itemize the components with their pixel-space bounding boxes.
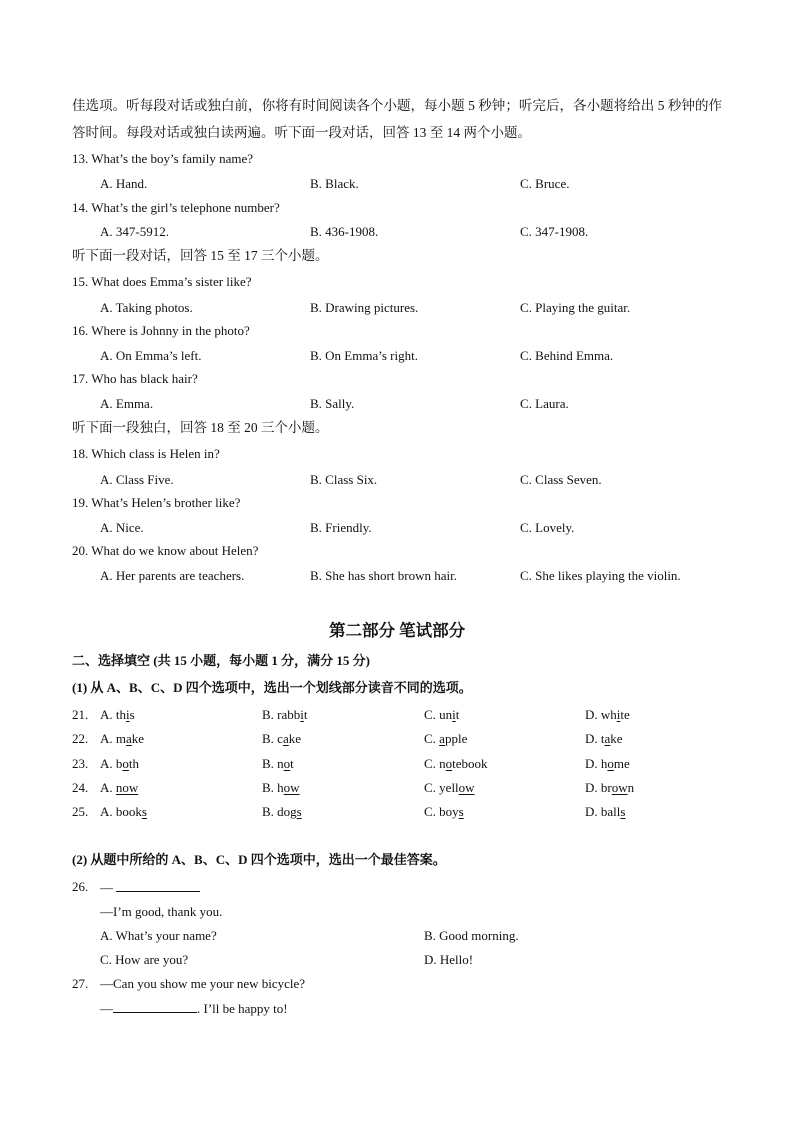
phonics-question-number: 23.: [72, 756, 89, 771]
q26-option-a: A. What’s your name?: [100, 928, 217, 943]
option-text: A. book: [100, 804, 142, 819]
q17-option-c: C. Laura.: [520, 396, 569, 411]
part-two-title: 第二部分 笔试部分: [328, 621, 466, 640]
underlined-sound: a: [604, 731, 611, 746]
phonics-option-d: [585, 731, 623, 747]
phonics-option-d: [585, 780, 634, 796]
option-text: B. rabb: [262, 707, 301, 722]
option-text: D. br: [585, 780, 612, 795]
option-text: A. th: [100, 707, 126, 722]
underlined-sound: a: [126, 731, 132, 746]
phonics-option-d: [585, 756, 630, 772]
option-text: D. h: [585, 756, 608, 771]
phonics-question-number: 22.: [72, 731, 89, 746]
option-text: D. t: [585, 731, 605, 746]
q14-option-a: A. 347-5912.: [100, 224, 169, 239]
phonics-question-number: 21.: [72, 707, 89, 722]
option-text: te: [620, 707, 630, 722]
phonics-option-a: [100, 731, 144, 747]
answer-blank: [113, 1000, 197, 1013]
listening-instructions: 佳选项。听每段对话或独白前，你将有时间阅读各个小题，每小题 5 秒钟；听完后，各小题将给出 5 秒钟的作答时间。每段对话或独白读两遍。听下面一段对话，回答 13 至 14 两个小题。: [72, 98, 722, 140]
option-text: C. n: [424, 756, 446, 771]
q19-option-a: A. Nice.: [100, 520, 144, 535]
q15-option-a: A. Taking photos.: [100, 300, 193, 315]
q18-option-c: C. Class Seven.: [520, 472, 602, 487]
q20-option-c: C. She likes playing the violin.: [520, 568, 681, 583]
question-19-stem: 19. What’s Helen’s brother like?: [72, 495, 241, 510]
option-text: ke: [610, 731, 623, 746]
underlined-sound: ow: [458, 780, 475, 795]
question-27-line1: —Can you show me your new bicycle?: [100, 976, 306, 991]
option-text: pple: [444, 731, 468, 746]
q18-option-b: B. Class Six.: [310, 472, 378, 487]
phonics-option-c: [424, 707, 459, 723]
question-26-line1: [100, 879, 200, 896]
q13-option-a: A. Hand.: [100, 176, 148, 191]
question-17-stem: 17. Who has black hair?: [72, 371, 198, 386]
option-text: ke: [131, 731, 145, 746]
q20-option-b: B. She has short brown hair.: [310, 568, 457, 583]
question-20-stem: 20. What do we know about Helen?: [72, 543, 259, 558]
subsection-2-heading: (2) 从题中所给的 A、B、C、D 四个选项中，选出一个最佳答案。: [72, 852, 446, 867]
underlined-sound: now: [115, 780, 139, 795]
phonics-option-d: [585, 707, 630, 723]
option-text: C. yell: [424, 780, 459, 795]
phonics-option-c: [424, 780, 475, 796]
underlined-sound: ow: [283, 780, 300, 795]
option-text: D. ball: [585, 804, 621, 819]
option-text: t: [303, 707, 308, 722]
question-26-number: 26.: [72, 879, 89, 894]
q26-option-c: C. How are you?: [100, 952, 189, 967]
q19-option-c: C. Lovely.: [520, 520, 575, 535]
phonics-option-b: [262, 756, 294, 772]
phonics-option-b: [262, 707, 308, 723]
q15-option-b: B. Drawing pictures.: [310, 300, 419, 315]
underlined-sound: ow: [611, 780, 628, 795]
phonics-question-number: 25.: [72, 804, 89, 819]
option-text: t: [455, 707, 460, 722]
phonics-option-a: [100, 804, 147, 820]
option-text: tebook: [452, 756, 488, 771]
q14-option-b: B. 436-1908.: [310, 224, 379, 239]
option-text: A.: [100, 780, 116, 795]
dash: —: [100, 880, 117, 895]
question-18-stem: 18. Which class is Helen in?: [72, 446, 220, 461]
phonics-option-c: [424, 804, 464, 820]
question-26-line2: —I’m good, thank you.: [100, 904, 223, 919]
section-heading: 二、选择填空 (共 15 小题，每小题 1 分，满分 15 分): [72, 653, 370, 668]
phonics-option-b: [262, 780, 300, 796]
q19-option-b: B. Friendly.: [310, 520, 372, 535]
underlined-sound: a: [282, 731, 289, 746]
q17-option-b: B. Sally.: [310, 396, 355, 411]
underlined-sound: o: [445, 756, 453, 771]
underlined-sound: o: [283, 756, 291, 771]
option-text: C.: [424, 731, 440, 746]
option-text: me: [613, 756, 630, 771]
q17-option-a: A. Emma.: [100, 396, 154, 411]
option-text: B. c: [262, 731, 283, 746]
option-text: D. wh: [585, 707, 617, 722]
underlined-sound: i: [452, 707, 456, 722]
option-text: s: [129, 707, 135, 722]
instruction-18-20: 听下面一段独白，回答 18 至 20 三个小题。: [72, 420, 329, 435]
question-16-stem: 16. Where is Johnny in the photo?: [72, 323, 250, 338]
q20-option-a: A. Her parents are teachers.: [100, 568, 245, 583]
question-27-line2: [100, 1000, 288, 1017]
underlined-sound: i: [616, 707, 621, 722]
option-text: t: [290, 756, 294, 771]
q14-option-c: C. 347-1908.: [520, 224, 589, 239]
underlined-sound: s: [620, 804, 626, 819]
phonics-option-c: [424, 731, 467, 747]
option-text: B. h: [262, 780, 284, 795]
question-27-number: 27.: [72, 976, 89, 991]
q18-option-a: A. Class Five.: [100, 472, 174, 487]
dash: —: [100, 1001, 113, 1016]
underlined-sound: o: [607, 756, 614, 771]
option-text: B. n: [262, 756, 284, 771]
phonics-question-number: 24.: [72, 780, 89, 795]
underlined-sound: i: [126, 707, 130, 722]
underlined-sound: s: [141, 804, 147, 819]
answer-blank: [116, 879, 200, 892]
question-14-stem: 14. What’s the girl’s telephone number?: [72, 200, 280, 215]
underlined-sound: o: [122, 756, 129, 771]
subsection-1-heading: (1) 从 A、B、C、D 四个选项中，选出一个划线部分读音不同的选项。: [72, 680, 472, 695]
phonics-option-b: [262, 804, 302, 820]
q16-option-c: C. Behind Emma.: [520, 348, 614, 363]
underlined-sound: a: [439, 731, 445, 746]
phonics-option-b: [262, 731, 301, 747]
question-15-stem: 15. What does Emma’s sister like?: [72, 274, 252, 289]
q15-option-c: C. Playing the guitar.: [520, 300, 631, 315]
phonics-option-a: [100, 780, 138, 796]
option-text: B. dog: [262, 804, 297, 819]
underlined-sound: s: [296, 804, 302, 819]
underlined-sound: i: [300, 707, 304, 722]
q16-option-b: B. On Emma’s right.: [310, 348, 418, 363]
option-text: ke: [288, 731, 302, 746]
option-text: A. m: [100, 731, 126, 746]
option-text: C. boy: [424, 804, 459, 819]
q26-option-d: D. Hello!: [424, 952, 474, 967]
question-13-stem: 13. What’s the boy’s family name?: [72, 151, 253, 166]
q16-option-a: A. On Emma’s left.: [100, 348, 202, 363]
q26-option-b: B. Good morning.: [424, 928, 519, 943]
option-text: C. un: [424, 707, 453, 722]
underlined-sound: s: [458, 804, 464, 819]
phonics-option-d: [585, 804, 625, 820]
option-text: th: [128, 756, 140, 771]
option-text: A. b: [100, 756, 123, 771]
option-text: n: [627, 780, 635, 795]
instruction-15-17: 听下面一段对话，回答 15 至 17 三个小题。: [72, 248, 329, 263]
phonics-option-a: [100, 756, 139, 772]
q13-option-c: C. Bruce.: [520, 176, 570, 191]
phonics-option-a: [100, 707, 135, 723]
q13-option-b: B. Black.: [310, 176, 359, 191]
reply-text: . I’ll be happy to!: [197, 1001, 288, 1016]
phonics-option-c: [424, 756, 488, 772]
